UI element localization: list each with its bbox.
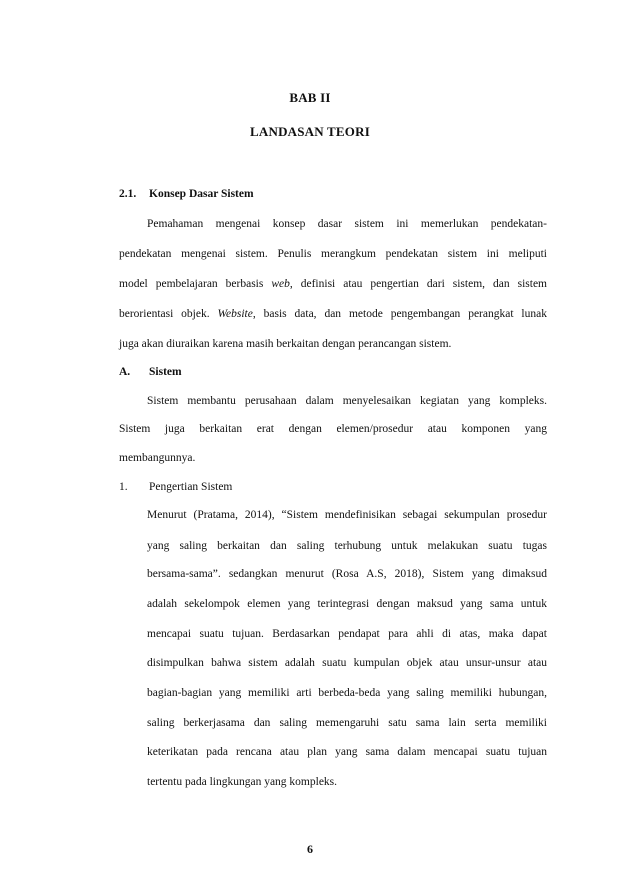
paragraph-line: yang saling berkaitan dan saling terhubung untuk melakukan suatu tugas [147,540,547,552]
paragraph-line: Pemahaman mengenai konsep dasar sistem ini memerlukan pendekatan- [147,218,547,230]
paragraph-line: bagian-bagian yang memiliki arti berbeda-beda yang saling memiliki hubungan, [147,687,547,699]
italic-term: web [271,278,290,290]
section-number: 1. [119,481,128,493]
paragraph-line: bersama-sama”. sedangkan menurut (Rosa A.S, 2018), Sistem yang dimaksud [147,568,547,580]
chapter-subtitle: LANDASAN TEORI [250,124,370,139]
chapter-title: BAB II [289,90,331,105]
section-number: A. [119,366,131,378]
paragraph-line: Sistem juga berkaitan erat dengan elemen/prosedur atau komponen yang [119,423,547,435]
page-number: 6 [307,842,313,856]
paragraph-line: membangunnya. [119,452,196,464]
paragraph-line: Sistem membantu perusahaan dalam menyelesaikan kegiatan yang kompleks. [147,395,547,407]
paragraph-line: berorientasi objek. Website, basis data, dan metode pengembangan perangkat lunak [119,308,547,320]
italic-term: Website [217,308,253,320]
paragraph-line: mencapai suatu tujuan. Berdasarkan pendapat para ahli di atas, maka dapat [147,628,547,640]
section-title: Konsep Dasar Sistem [149,188,254,200]
paragraph-line: pendekatan mengenai sistem. Penulis merangkum pendekatan sistem ini meliputi [119,248,547,260]
section-number: 2.1. [119,188,137,200]
paragraph-line: model pembelajaran berbasis web, definisi atau pengertian dari sistem, dan sistem [119,278,547,290]
section-title: Sistem [149,366,182,378]
paragraph-line: juga akan diuraikan karena masih berkaitan dengan perancangan sistem. [119,338,452,350]
paragraph-line: keterikatan pada rencana atau plan yang sama dalam mencapai suatu tujuan [147,746,547,758]
paragraph-line: adalah sekelompok elemen yang terintegrasi dengan maksud yang sama untuk [147,598,547,610]
paragraph-line: saling berkerjasama dan saling memengaruhi satu sama lain serta memiliki [147,717,547,729]
paragraph-line: tertentu pada lingkungan yang kompleks. [147,776,338,788]
section-title: Pengertian Sistem [149,481,233,493]
paragraph-line: Menurut (Pratama, 2014), “Sistem mendefinisikan sebagai sekumpulan prosedur [147,509,547,521]
paragraph-line: disimpulkan bahwa sistem adalah suatu kumpulan objek atau unsur-unsur atau [147,657,547,669]
